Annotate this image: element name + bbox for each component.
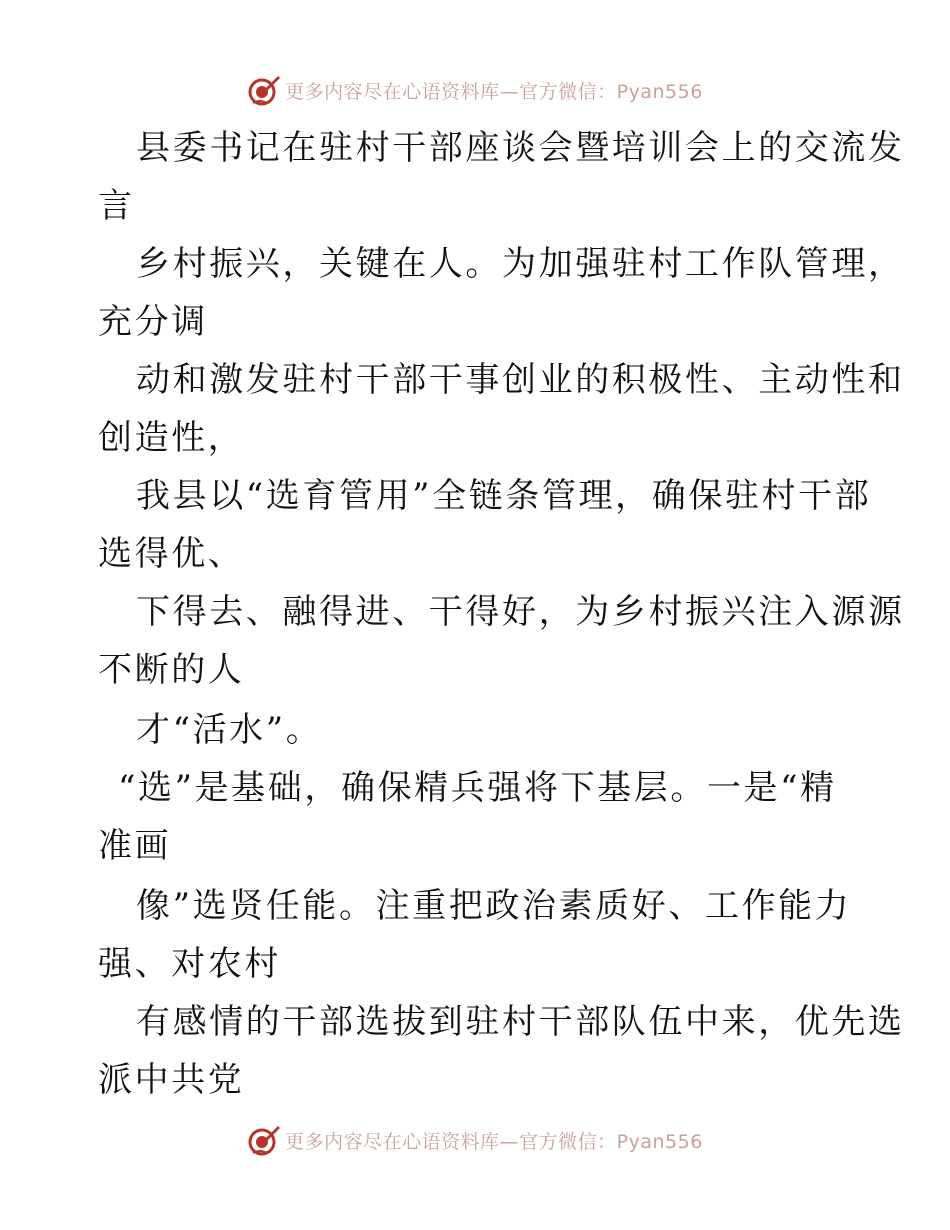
watermark-wechat-text: 官方微信：Pyan556 <box>519 80 703 103</box>
watermark-dash: — <box>499 80 520 103</box>
body-line: 言 <box>98 186 135 226</box>
footer-watermark <box>0 1120 950 1160</box>
body-line: 选得优、 <box>98 534 245 574</box>
body-line: 像”选贤任能。注重把政治素质好、工作能力 <box>136 886 852 926</box>
body-line: 创造性， <box>98 418 245 458</box>
watermark-main-text: 更多内容尽在心语资料库 <box>285 1130 500 1153</box>
body-line: 有感情的干部选拔到驻村干部队伍中来，优先选 <box>136 1002 905 1042</box>
body-line: 准画 <box>98 826 172 866</box>
body-line: 县委书记在驻村干部座谈会暨培训会上的交流发 <box>136 128 905 168</box>
watermark-wechat-text: 官方微信：Pyan556 <box>519 1130 703 1153</box>
body-line: 动和激发驻村干部干事创业的积极性、主动性和 <box>136 360 905 400</box>
watermark-text <box>285 77 703 104</box>
body-line: 下得去、融得进、干得好，为乡村振兴注入源源 <box>136 592 905 632</box>
body-line: 充分调 <box>98 302 208 342</box>
watermark-main-text: 更多内容尽在心语资料库 <box>285 80 500 103</box>
body-line: 才“活水”。 <box>136 710 323 750</box>
body-line: “选”是基础，确保精兵强将下基层。一是“精 <box>118 768 837 808</box>
body-line: 乡村振兴，关键在人。为加强驻村工作队管理， <box>136 244 905 284</box>
watermark-logo-icon <box>247 73 281 107</box>
header-watermark <box>0 70 950 110</box>
watermark-text <box>285 1127 703 1154</box>
watermark-logo-icon <box>247 1123 281 1157</box>
body-line: 派中共党 <box>98 1060 245 1100</box>
body-line: 强、对农村 <box>98 944 281 984</box>
watermark-dash: — <box>499 1130 520 1153</box>
body-line: 不断的人 <box>98 650 245 690</box>
body-line: 我县以“选育管用”全链条管理，确保驻村干部 <box>136 476 872 516</box>
